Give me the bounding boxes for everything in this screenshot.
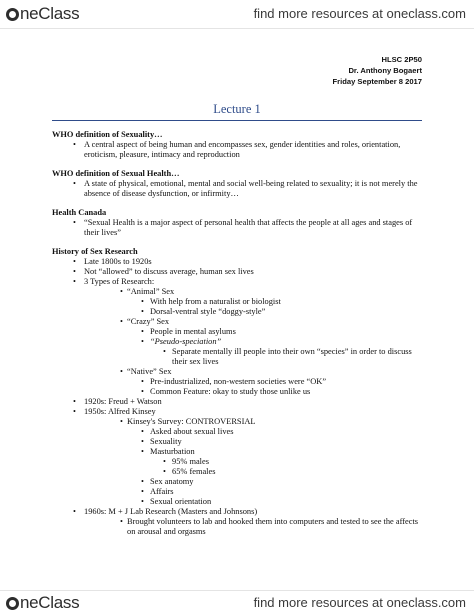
section-gap: [52, 121, 424, 130]
list-item-text: “Pseudo-speciation”: [150, 337, 222, 346]
logo-o-icon: [6, 597, 19, 610]
list-item: [52, 317, 424, 327]
list-item: [52, 447, 424, 457]
bullet-icon: •: [141, 307, 144, 316]
list-item: [52, 267, 424, 277]
bullet-icon: •: [73, 397, 76, 406]
list-item-text: Common Feature: okay to study those unlike us: [150, 387, 311, 396]
list-item: [52, 287, 424, 297]
logo-o-icon: [6, 8, 19, 21]
bullet-icon: •: [141, 387, 144, 396]
list-item-text: Affairs: [150, 487, 174, 496]
bullet-icon: •: [141, 487, 144, 496]
bullet-icon: •: [141, 437, 144, 446]
list-item: [52, 437, 424, 447]
bullet-list: [52, 140, 424, 160]
list-item-text: Dorsal-ventral style “doggy-style”: [150, 307, 266, 316]
list-item: [52, 327, 424, 337]
bullet-list: [52, 257, 424, 537]
course-code: HLSC 2P50: [381, 55, 422, 64]
list-item-text: Asked about sexual lives: [150, 427, 234, 436]
bullet-icon: •: [73, 277, 76, 286]
list-item: [52, 397, 424, 407]
list-item: [52, 497, 424, 507]
lecture-title: Lecture 1: [213, 102, 261, 116]
section-gap: [52, 160, 424, 169]
list-item-text: 1960s: M + J Lab Research (Masters and Johnsons): [84, 507, 258, 516]
notes-body: [52, 121, 424, 537]
bullet-list: [52, 179, 424, 199]
bullet-icon: •: [141, 477, 144, 486]
list-item-text: A central aspect of being human and encompasses sex, gender identities and roles, orientation, eroticism, pleasure, intimacy and reproduction: [84, 140, 401, 159]
list-item-text: “Native” Sex: [127, 367, 172, 376]
list-item-text: 1950s: Alfred Kinsey: [84, 407, 156, 416]
list-item-text: Kinsey's Survey: CONTROVERSIAL: [127, 417, 256, 426]
list-item: [52, 337, 424, 347]
bullet-icon: •: [120, 417, 123, 426]
list-item-text: Late 1800s to 1920s: [84, 257, 152, 266]
list-item-text: Sex anatomy: [150, 477, 194, 486]
logo-word: neClass: [20, 593, 80, 612]
lecture-date: Friday September 8 2017: [332, 77, 422, 86]
bullet-icon: •: [141, 427, 144, 436]
bullet-icon: •: [73, 218, 76, 227]
list-item: [52, 257, 424, 267]
bullet-icon: •: [141, 297, 144, 306]
section-heading: History of Sex Research: [52, 247, 138, 256]
bullet-icon: •: [73, 140, 76, 149]
section-gap: [52, 199, 424, 208]
list-item: [52, 427, 424, 437]
list-item-text: 1920s: Freud + Watson: [84, 397, 162, 406]
list-item-text: Masturbation: [150, 447, 195, 456]
list-item-text: 95% males: [172, 457, 209, 466]
document-page: [0, 28, 474, 590]
list-item-text: “Crazy” Sex: [127, 317, 170, 326]
list-item: [52, 367, 424, 377]
list-item: [52, 297, 424, 307]
section-heading: WHO definition of Sexual Health…: [52, 169, 180, 178]
list-item-text: People in mental asylums: [150, 327, 236, 336]
bullet-icon: •: [73, 507, 76, 516]
list-item: [52, 507, 424, 517]
list-item: [52, 140, 424, 160]
list-item: [52, 307, 424, 317]
section-gap: [52, 238, 424, 247]
bullet-icon: •: [163, 467, 166, 476]
bullet-icon: •: [141, 377, 144, 386]
list-item-text: Pre-industrialized, non-western societies were “OK”: [150, 377, 327, 386]
list-item-text: 65% females: [172, 467, 216, 476]
top-bar: [0, 0, 474, 29]
bullet-icon: •: [141, 447, 144, 456]
list-item: [52, 347, 424, 367]
list-item-text: A state of physical, emotional, mental and social well-being related to sexuality; it is not merely the absence of disease dysfunction, or infirmity…: [84, 179, 418, 198]
list-item: [52, 377, 424, 387]
bullet-icon: •: [120, 287, 123, 296]
list-item: [52, 487, 424, 497]
list-item: [52, 277, 424, 287]
list-item-text: Not “allowed” to discuss average, human sex lives: [84, 267, 254, 276]
section-heading: Health Canada: [52, 208, 107, 217]
bullet-icon: •: [73, 407, 76, 416]
bullet-icon: •: [141, 327, 144, 336]
list-item: [52, 407, 424, 417]
bullet-icon: •: [163, 457, 166, 466]
find-more-resources-link-footer[interactable]: find more resources at oneclass.com: [253, 595, 466, 610]
bullet-icon: •: [141, 337, 144, 346]
list-item: [52, 457, 424, 467]
bullet-list: [52, 218, 424, 238]
bullet-icon: •: [120, 317, 123, 326]
list-item-text: With help from a naturalist or biologist: [150, 297, 281, 306]
oneclass-logo-footer[interactable]: [6, 593, 79, 613]
bullet-icon: •: [163, 347, 166, 356]
list-item-text: “Animal” Sex: [127, 287, 175, 296]
course-header: [333, 54, 422, 87]
list-item-text: 3 Types of Research:: [84, 277, 155, 286]
list-item-text: Brought volunteers to lab and hooked them into computers and tested to see the affects on arousal and orgasms: [127, 517, 419, 536]
list-item: [52, 477, 424, 487]
bullet-icon: •: [73, 267, 76, 276]
list-item-text: Separate mentally ill people into their own “species” in order to discuss their sex lives: [172, 347, 412, 366]
find-more-resources-link[interactable]: find more resources at oneclass.com: [253, 6, 466, 21]
bullet-icon: •: [73, 257, 76, 266]
logo-word: neClass: [20, 4, 80, 23]
list-item-text: Sexual orientation: [150, 497, 212, 506]
list-item-text: Sexuality: [150, 437, 182, 446]
oneclass-logo[interactable]: [6, 4, 79, 24]
bullet-icon: •: [120, 517, 123, 526]
instructor-name: Dr. Anthony Bogaert: [348, 66, 422, 75]
list-item-text: “Sexual Health is a major aspect of personal health that affects the people at all ages and stages of their lives”: [84, 218, 413, 237]
list-item: [52, 467, 424, 477]
list-item: [52, 179, 424, 199]
list-item: [52, 517, 424, 537]
list-item: [52, 218, 424, 238]
bullet-icon: •: [141, 497, 144, 506]
bottom-bar: [0, 590, 474, 614]
section-heading: WHO definition of Sexuality…: [52, 130, 163, 139]
list-item: [52, 417, 424, 427]
list-item: [52, 387, 424, 397]
bullet-icon: •: [73, 179, 76, 188]
bullet-icon: •: [120, 367, 123, 376]
